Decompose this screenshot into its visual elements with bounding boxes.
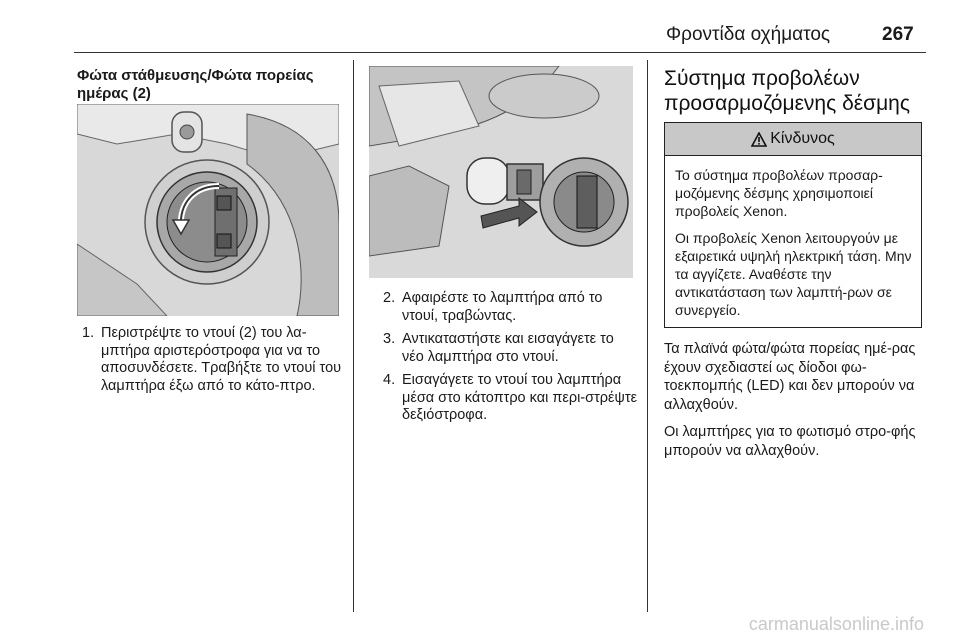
column-divider-left [353, 60, 354, 612]
bulb-socket-drawing [369, 66, 633, 278]
danger-notice-box [664, 122, 922, 328]
danger-paragraph: Οι προβολείς Xenon λειτουργούν με εξαιρετικά υψηλή ηλεκτρική τάση. Μην τα αγγίζετε. Αναθέστε την αντικατάσταση των λαμπτή-ρων σε συνεργείο. [675, 230, 912, 318]
header-rule [74, 52, 926, 53]
step-text: Αντικαταστήστε και εισαγάγετε το νέο λαμπτήρα στο ντουί. [402, 331, 614, 365]
body-paragraph: Τα πλαϊνά φώτα/φώτα πορείας ημέ-ρας έχουν σχεδιαστεί ως δίοδοι φω-τοεκπομπής (LED) και δεν μπορούν να αλλαχθούν. [664, 341, 916, 413]
danger-header [665, 123, 921, 156]
list-item [383, 372, 639, 425]
danger-title: Κίνδυνος [770, 130, 835, 147]
parking-lights-heading: Φώτα στάθμευσης/Φώτα πορείας ημέρας (2) [77, 67, 314, 102]
body-paragraph: Οι λαμπτήρες για το φωτισμό στρο-φής μπορούν να αλλαχθούν. [664, 424, 916, 459]
step-text: Αφαιρέστε το λαμπτήρα από το ντουί, τραβώντας. [402, 290, 603, 324]
column-divider-right [647, 60, 648, 612]
bulb-holder-illustration [77, 104, 339, 316]
step-text: Εισαγάγετε το ντουί του λαμπτήρα μέσα στο κάτοπτρο και περι-στρέψτε δεξιόστροφα. [402, 372, 638, 423]
list-item [82, 325, 344, 395]
body-text [664, 340, 926, 469]
bulb-replacement-illustration [369, 66, 633, 278]
steps-list-part1 [82, 325, 344, 401]
warning-triangle-icon [751, 132, 767, 147]
danger-body [665, 156, 921, 319]
page-number: 267 [882, 24, 914, 45]
step-number: 2. [383, 290, 396, 306]
step-number: 3. [383, 331, 396, 347]
section-title: Φροντίδα οχήματος [666, 24, 831, 45]
list-item [383, 331, 639, 366]
headlamp-housing-drawing [77, 104, 339, 316]
step-number: 1. [82, 325, 95, 341]
list-item [383, 290, 639, 325]
danger-paragraph: Το σύστημα προβολέων προσαρ-μοζόμενης δέσμης χρησιμοποιεί προβολείς Xenon. [675, 167, 883, 219]
step-text: Περιστρέψτε το ντουί (2) του λα-μπτήρα αριστερόστροφα για να το αποσυνδέσετε. Τραβήξτε το ντουί του λαμπτήρα έξω από το κάτο-πτρο. [101, 325, 342, 394]
watermark: carmanualsonline.info [748, 614, 924, 634]
step-number: 4. [383, 372, 396, 388]
adaptive-headlights-heading: Σύστημα προβολέων προσαρμοζόμενης δέσμης [664, 67, 910, 115]
steps-list-part2 [383, 290, 639, 431]
